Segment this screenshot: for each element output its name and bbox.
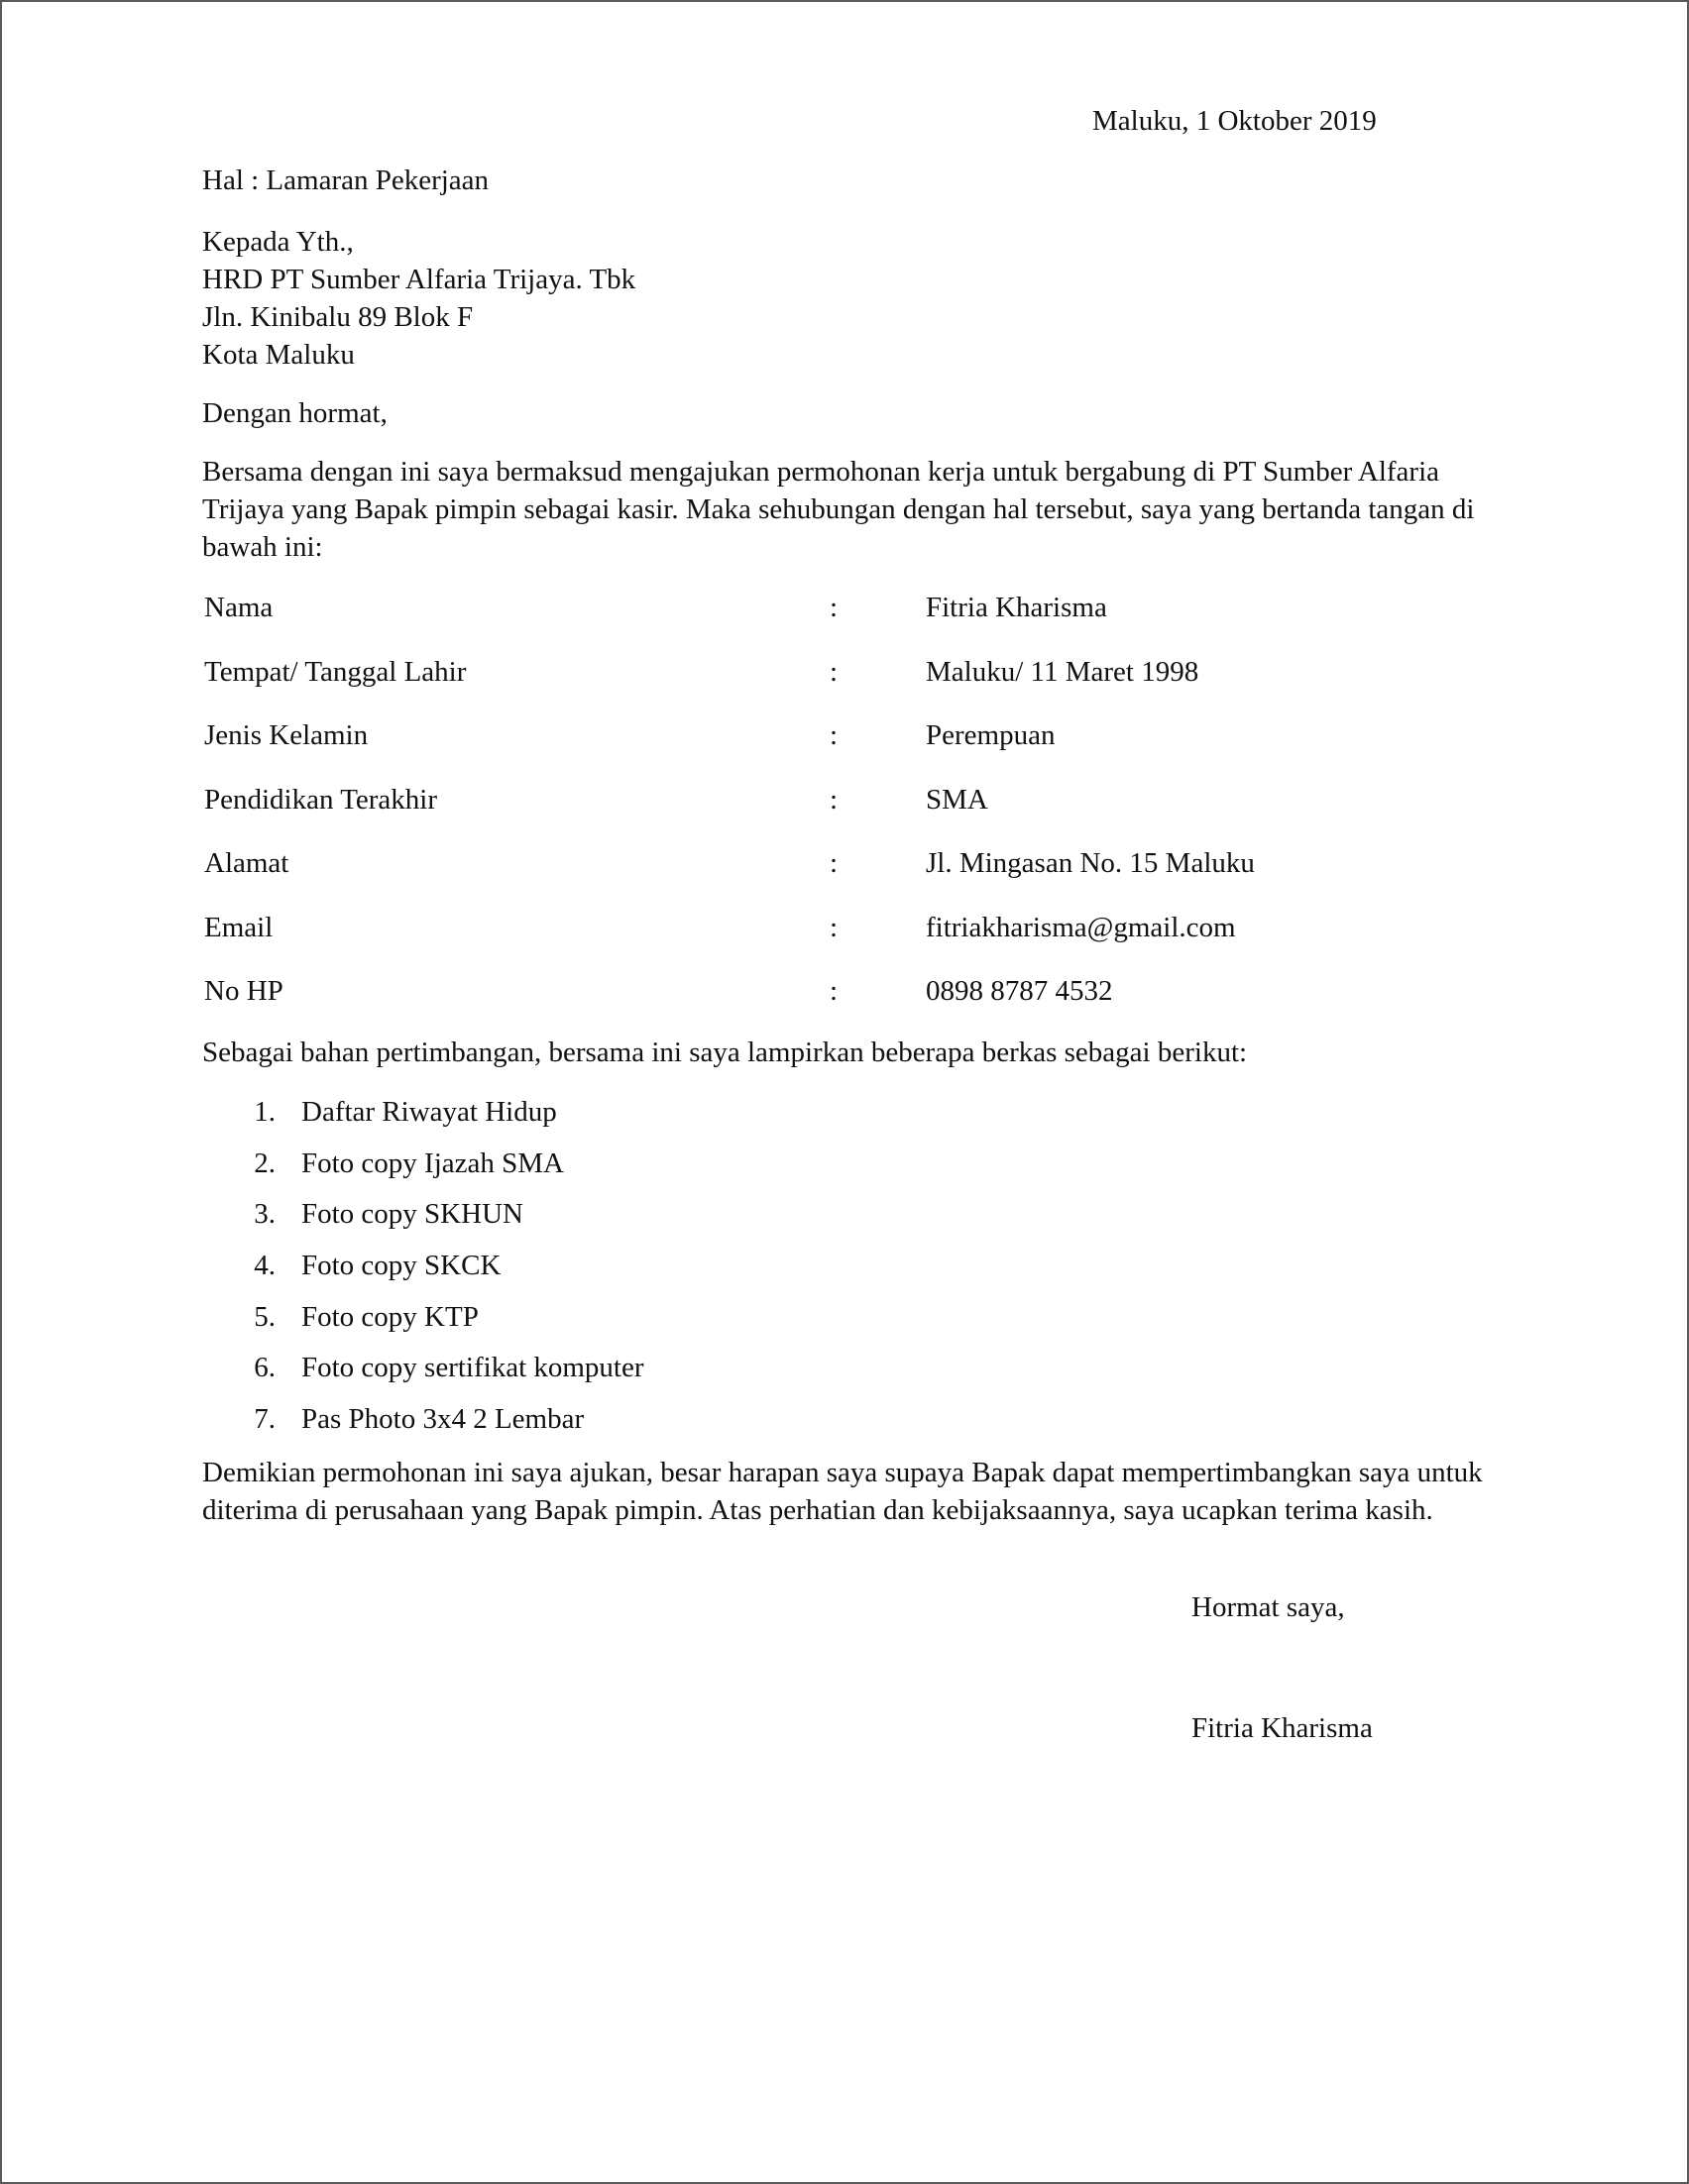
- regards: Hormat saya,: [1191, 1591, 1345, 1623]
- list-item-number: 6.: [254, 1352, 276, 1384]
- list-item-text: Foto copy SKHUN: [301, 1198, 523, 1231]
- detail-row-gender: [202, 716, 1293, 781]
- intro-paragraph: Bersama dengan ini saya bermaksud mengajukan permohonan kerja untuk bergabung di PT Sumber Alfaria Trijaya yang Bapak pimpin sebagai kasir. Maka sehubungan dengan hal tersebut, saya yang bertanda tangan di bawah ini:: [202, 456, 1475, 563]
- detail-colon: :: [830, 975, 839, 1007]
- detail-colon: :: [830, 655, 839, 688]
- detail-label: Tempat/ Tanggal Lahir: [204, 655, 467, 688]
- detail-value: fitriakharisma@gmail.com: [926, 911, 1236, 943]
- detail-row-birth: [202, 653, 1293, 717]
- applicant-details: [202, 589, 1293, 1037]
- detail-colon: :: [830, 847, 839, 879]
- list-item-number: 7.: [254, 1403, 276, 1436]
- detail-label: Nama: [204, 592, 274, 623]
- detail-row-education: [202, 781, 1293, 845]
- list-item-text: Foto copy KTP: [301, 1300, 479, 1333]
- list-item-number: 3.: [254, 1198, 276, 1231]
- detail-label: Alamat: [204, 847, 289, 879]
- recipient-line: Jln. Kinibalu 89 Blok F: [202, 301, 474, 333]
- detail-colon: :: [830, 783, 839, 816]
- detail-value: Fitria Kharisma: [926, 592, 1107, 623]
- list-item-number: 5.: [254, 1300, 276, 1333]
- list-item-number: 1.: [254, 1096, 276, 1128]
- detail-value: Maluku/ 11 Maret 1998: [926, 655, 1199, 688]
- detail-row-email: [202, 909, 1293, 973]
- detail-value: Jl. Mingasan No. 15 Maluku: [926, 847, 1255, 879]
- detail-row-address: [202, 844, 1293, 909]
- list-item-text: Foto copy Ijazah SMA: [301, 1147, 564, 1179]
- detail-colon: :: [830, 911, 839, 943]
- detail-colon: :: [830, 719, 839, 751]
- closing-paragraph: Demikian permohonan ini saya ajukan, besar harapan saya supaya Bapak dapat mempertimbangkan saya untuk diterima di perusahaan yang Bapak pimpin. Atas perhatian dan kebijaksaannya, saya ucapkan terima kasih.: [202, 1457, 1483, 1526]
- recipient-line: Kepada Yth.,: [202, 226, 354, 258]
- detail-label: No HP: [204, 975, 283, 1007]
- list-item-text: Foto copy sertifikat komputer: [301, 1352, 644, 1384]
- detail-row-phone: [202, 972, 1293, 1037]
- detail-colon: :: [830, 592, 839, 623]
- detail-value: 0898 8787 4532: [926, 975, 1113, 1007]
- detail-value: SMA: [926, 783, 988, 816]
- greeting: Dengan hormat,: [202, 397, 388, 429]
- detail-label: Pendidikan Terakhir: [204, 783, 438, 816]
- attachments-intro: Sebagai bahan pertimbangan, bersama ini saya lampirkan beberapa berkas sebagai berikut:: [202, 1037, 1248, 1068]
- letter-subject: Hal : Lamaran Pekerjaan: [202, 164, 490, 196]
- letter-date: Maluku, 1 Oktober 2019: [1092, 105, 1377, 137]
- recipient-line: Kota Maluku: [202, 339, 355, 371]
- list-item-number: 4.: [254, 1250, 276, 1282]
- list-item-text: Foto copy SKCK: [301, 1250, 502, 1282]
- detail-label: Jenis Kelamin: [204, 719, 369, 751]
- recipient-block: [202, 223, 635, 374]
- detail-value: Perempuan: [926, 719, 1056, 751]
- detail-label: Email: [204, 911, 274, 943]
- detail-row-nama: [202, 589, 1293, 653]
- list-item-text: Daftar Riwayat Hidup: [301, 1096, 557, 1128]
- list-item-number: 2.: [254, 1147, 276, 1179]
- signer-name: Fitria Kharisma: [1191, 1712, 1373, 1744]
- list-item-text: Pas Photo 3x4 2 Lembar: [301, 1403, 585, 1436]
- recipient-line: HRD PT Sumber Alfaria Trijaya. Tbk: [202, 264, 636, 295]
